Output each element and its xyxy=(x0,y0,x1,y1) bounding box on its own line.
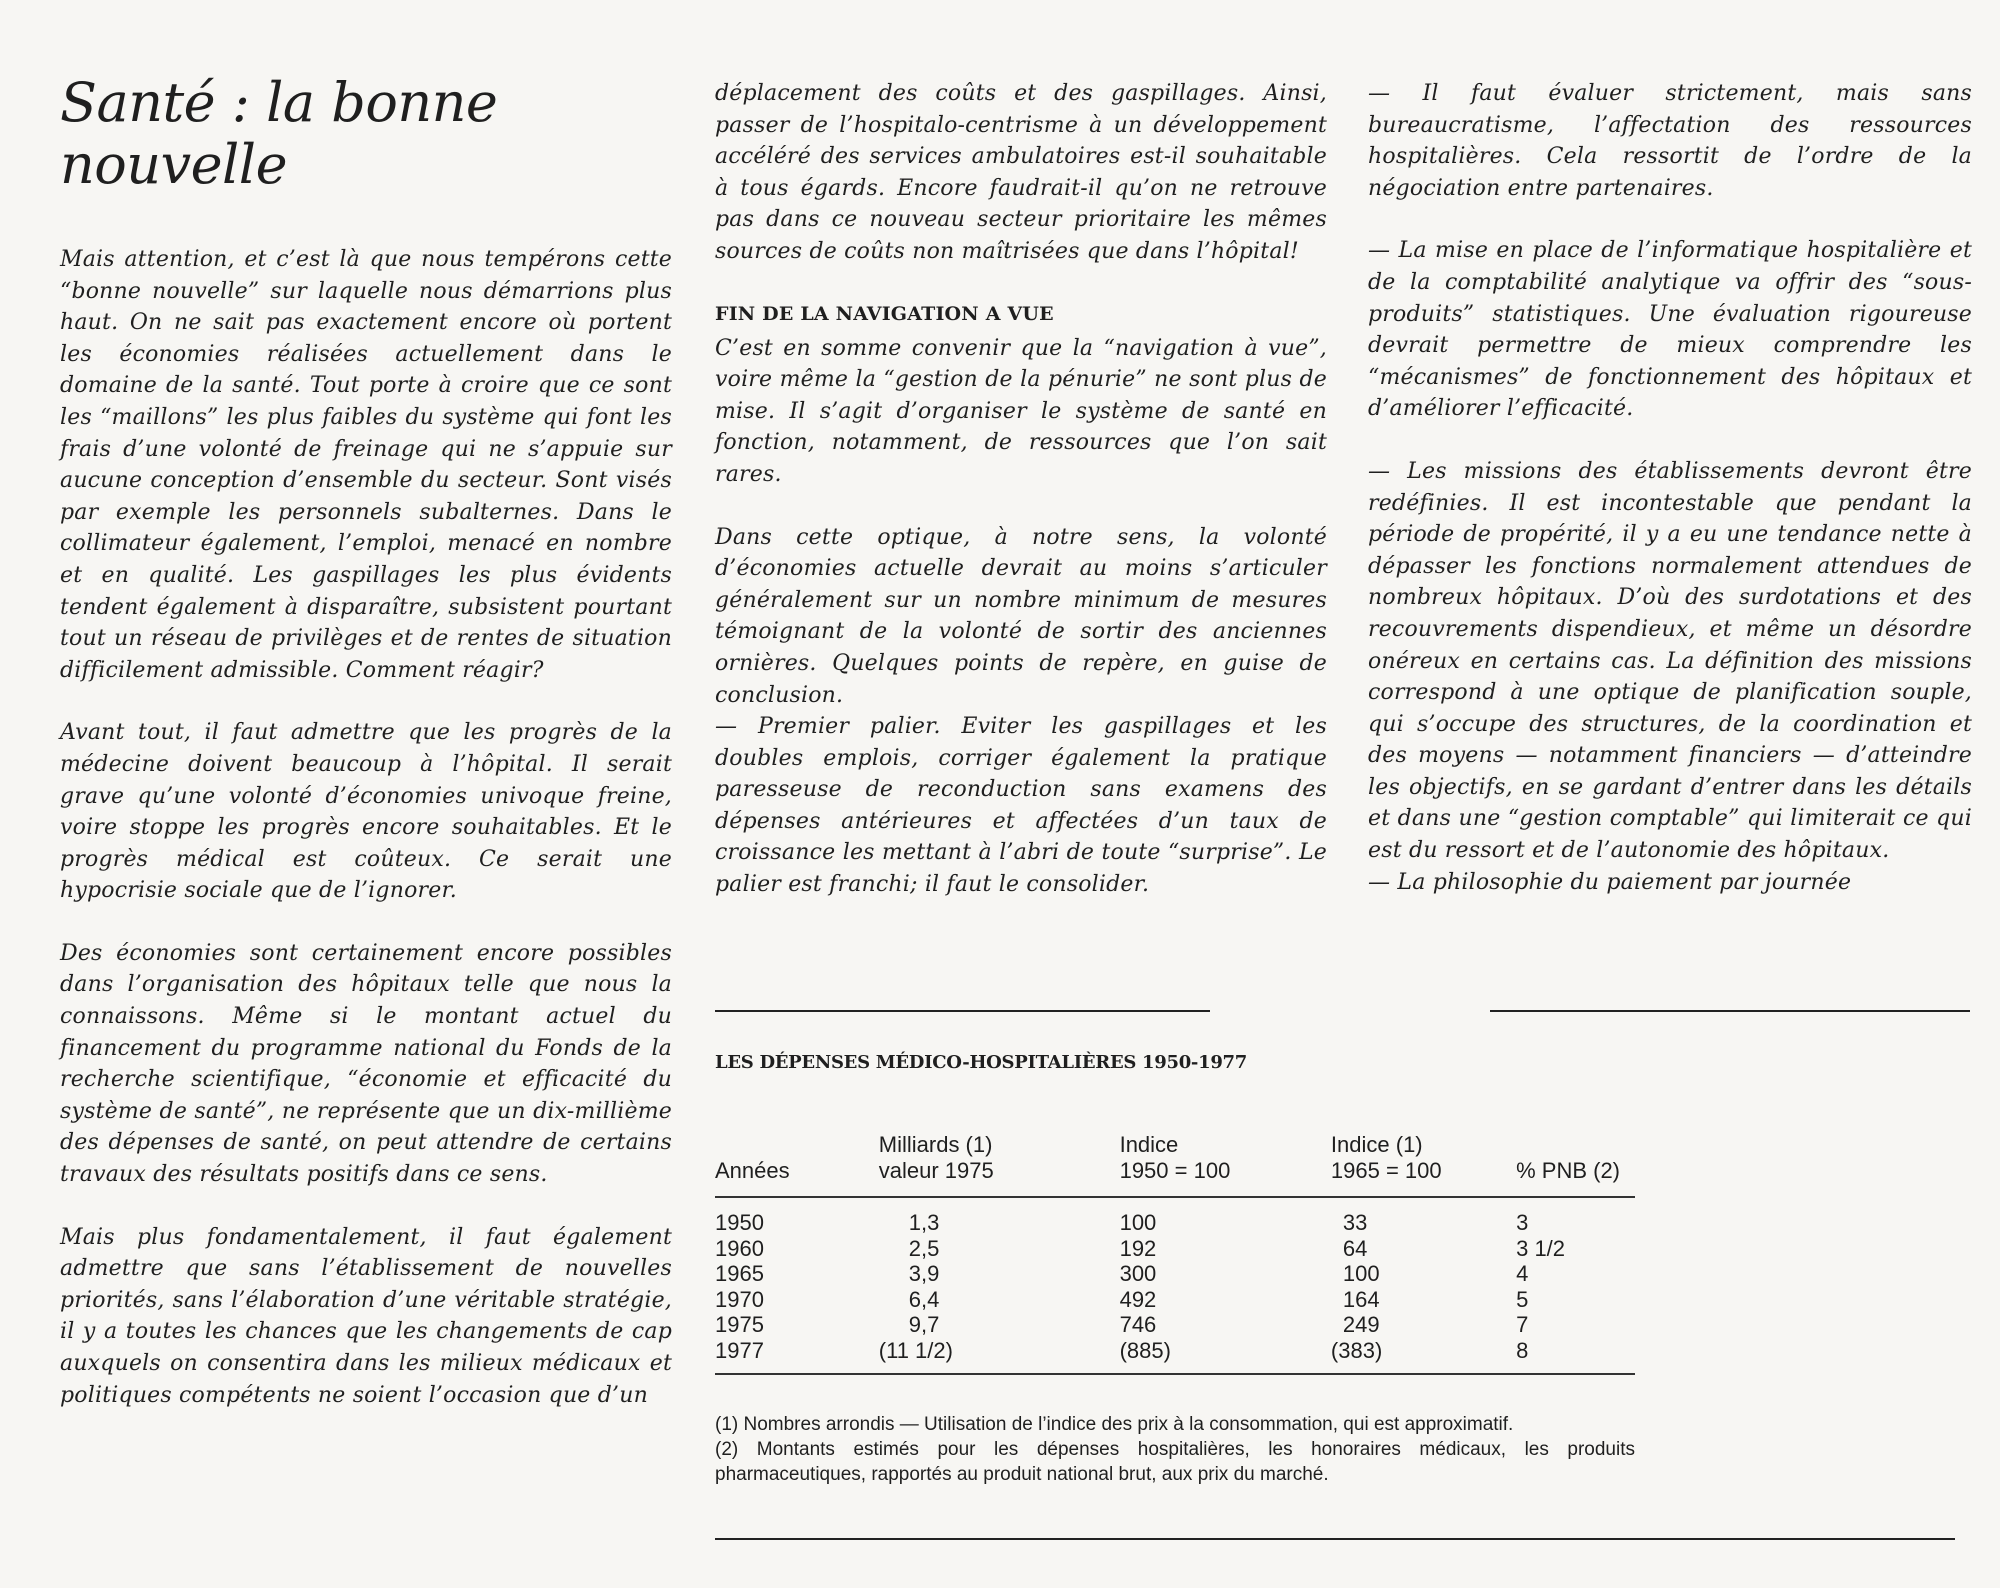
table-cell: 164 xyxy=(1342,1286,1380,1312)
column-header: Indice (1) 1965 = 100 xyxy=(1331,1132,1516,1197)
column-header: Milliards (1) valeur 1975 xyxy=(879,1132,1120,1197)
table-cell: 2,5 xyxy=(908,1235,940,1261)
divider-rule xyxy=(715,1010,1210,1012)
table-cell: 100 xyxy=(1342,1261,1380,1286)
table-row xyxy=(715,1261,1635,1287)
table-cell: 33 xyxy=(1342,1210,1368,1235)
section-heading: FIN DE LA NAVIGATION A VUE xyxy=(715,302,1054,325)
table-cell: (885) xyxy=(1120,1338,1331,1375)
divider-rule xyxy=(715,1538,1955,1540)
table-cell: 1960 xyxy=(715,1235,764,1261)
paragraph: — Il faut évaluer strictement, mais sans bureaucratisme, l’affectation des ressources hospitalières. Cela ressortit de l’ordre de la négociation entre partenaires. xyxy=(1368,81,1972,201)
paragraph: Dans cette optique, à notre sens, la volonté d’économies actuelle devrait au moins s’articuler généralement sur un nombre minimum de mesures témoignant de la volonté de sortir des anciennes ornières. Quelques points de repère, en guise de conclusion. xyxy=(715,524,1327,708)
expenses-table xyxy=(715,1132,1635,1375)
footnote: (2) Montants estimés pour les dépenses hospitalières, les honoraires médicaux, les produits pharmaceutiques, rapportés au produit national brut, aux prix du marché. xyxy=(715,1439,1635,1485)
table-cell: 3 xyxy=(1516,1210,1529,1235)
table-row xyxy=(715,1197,1635,1236)
column-left xyxy=(60,72,672,1442)
table-cell: 7 xyxy=(1516,1312,1529,1337)
table-cell: 300 xyxy=(1119,1261,1157,1286)
paragraph: Avant tout, il faut admettre que les progrès de la médecine doivent beaucoup à l’hôpital. Il serait grave qu’une volonté d’économies univoque freine, voire stoppe les progrès encore souhaitables. Et le progrès médical est coûteux. Ce serait une hypocrisie sociale que de l’ignorer. xyxy=(60,720,672,904)
table-cell: 249 xyxy=(1342,1312,1380,1337)
paragraph: — Les missions des établissements devront être redéfinies. Il est incontestable que pendant la période de propérité, il y a eu une tendance nette à dépasser les fonctions normalement attendues de nombreux hôpitaux. D’où des surdotations et des recouvrements dispendieux, et même un désordre onéreux en certains cas. La définition des missions correspond à une optique de planification souple, qui s’occupe des structures, de la coordination et des moyens — notamment financiers — d’atteindre les objectifs, en se gardant d’entrer dans les détails et dans une “gestion comptable” qui limiterait ce qui est du ressort et de l’autonomie des hôpitaux. xyxy=(1368,458,1972,864)
table-row xyxy=(715,1287,1635,1313)
footnote: (1) Nombres arrondis — Utilisation de l’indice des prix à la consommation, qui est approximatif. xyxy=(715,1414,1514,1435)
table-cell: 1970 xyxy=(715,1286,764,1312)
table-cell: 4 xyxy=(1516,1261,1529,1286)
table-cell: 1965 xyxy=(715,1261,764,1286)
table-cell: 746 xyxy=(1119,1312,1157,1337)
table-cell: (383) xyxy=(1331,1338,1516,1375)
column-header: % PNB (2) xyxy=(1516,1132,1635,1197)
column-middle xyxy=(715,78,1327,932)
table-cell: (11 1/2) xyxy=(879,1338,1120,1375)
article-title: Santé : la bonne nouvelle xyxy=(60,71,498,196)
table-cell: 1,3 xyxy=(908,1210,940,1235)
paragraph: — La mise en place de l’informatique hospitalière et de la comptabilité analytique va offrir des “sous-produits” statistiques. Une évaluation rigoureuse devrait permettre de mieux comprendre les “mécanismes” de fonctionnement des hôpitaux et d’améliorer l’efficacité. xyxy=(1368,238,1972,422)
table-cell: 492 xyxy=(1119,1286,1157,1312)
table-cell: 1977 xyxy=(715,1338,879,1375)
table-cell: 1950 xyxy=(715,1210,764,1235)
paragraph: déplacement des coûts et des gaspillages. Ainsi, passer de l’hospitalo-centrisme à un développement accéléré des services ambulatoires est-il souhaitable à tous égards. Encore faudrait-il qu’on ne retrouve pas dans ce nouveau secteur prioritaire les mêmes sources de coûts non maîtrisées que dans l’hôpital! xyxy=(715,81,1327,264)
paragraph: Des économies sont certainement encore possibles dans l’organisation des hôpitaux telle que nous la connaissons. Même si le montant actuel du financement du programme national du Fonds de la recherche scientifique, “économie et efficacité du système de santé”, ne représente que un dix-millième des dépenses de santé, on peut attendre de certains travaux des résultats positifs dans ce sens. xyxy=(60,940,672,1188)
table-cell: 3 1/2 xyxy=(1516,1235,1566,1261)
table-cell: 9,7 xyxy=(908,1312,940,1337)
column-header: Indice 1950 = 100 xyxy=(1120,1132,1331,1197)
paragraph: Mais plus fondamentalement, il faut également admettre que sans l’établissement de nouvelles priorités, sans l’élaboration d’une véritable stratégie, il y a toutes les chances que les changements de cap auxquels on consentira dans les milieux médicaux et politiques compétents ne soient l’occasion que d’un xyxy=(60,1224,672,1408)
table-cell: 1975 xyxy=(715,1312,764,1337)
table-cell: 3,9 xyxy=(908,1261,940,1286)
table-row xyxy=(715,1312,1635,1338)
table-footnotes xyxy=(715,1412,1635,1487)
paragraph: Mais attention, et c’est là que nous tempérons cette “bonne nouvelle” sur laquelle nous démarrions plus haut. On ne sait pas exactement encore où portent les économies réalisées actuellement dans le domaine de la santé. Tout porte à croire que ce sont les “maillons” les plus faibles du système qui font les frais d’une volonté de freinage qui ne s’appuie sur aucune conception d’ensemble du secteur. Sont visés par exemple les personnels subalternes. Dans le collimateur également, l’emploi, menacé en nombre et en qualité. Les gaspillages les plus évidents tendent également à disparaître, subsistent pourtant tout un réseau de privilèges et de rentes de situation difficilement admissible. Comment réagir? xyxy=(60,247,672,683)
table-row xyxy=(715,1338,1635,1375)
table-cell: 100 xyxy=(1119,1210,1157,1235)
column-right xyxy=(1368,78,1972,929)
table-title: LES DÉPENSES MÉDICO-HOSPITALIÈRES 1950-1977 xyxy=(715,1052,1247,1073)
divider-rule xyxy=(1490,1010,1970,1012)
table-cell: 8 xyxy=(1516,1338,1635,1375)
table-row xyxy=(715,1236,1635,1262)
table-cell: 5 xyxy=(1516,1286,1529,1312)
table-cell: 64 xyxy=(1342,1235,1368,1261)
table-cell: 6,4 xyxy=(908,1286,940,1312)
table-cell: 192 xyxy=(1119,1235,1157,1261)
table-header-row xyxy=(715,1132,1635,1197)
column-header: Années xyxy=(715,1132,879,1197)
paragraph: — Premier palier. Eviter les gaspillages et les doubles emplois, corriger également la pratique paresseuse de reconduction sans examens des dépenses antérieures et affectées d’un taux de croissance les mettant à l’abri de toute “surprise”. Le palier est franchi; il faut le consolider. xyxy=(715,714,1327,898)
paragraph: C’est en somme convenir que la “navigation à vue”, voire même la “gestion de la pénurie” ne sont plus de mise. Il s’agit d’organiser le système de santé en fonction, notamment, de ressources que l’on sait rares. xyxy=(715,335,1327,487)
paragraph: — La philosophie du paiement par journée xyxy=(1368,869,1852,895)
